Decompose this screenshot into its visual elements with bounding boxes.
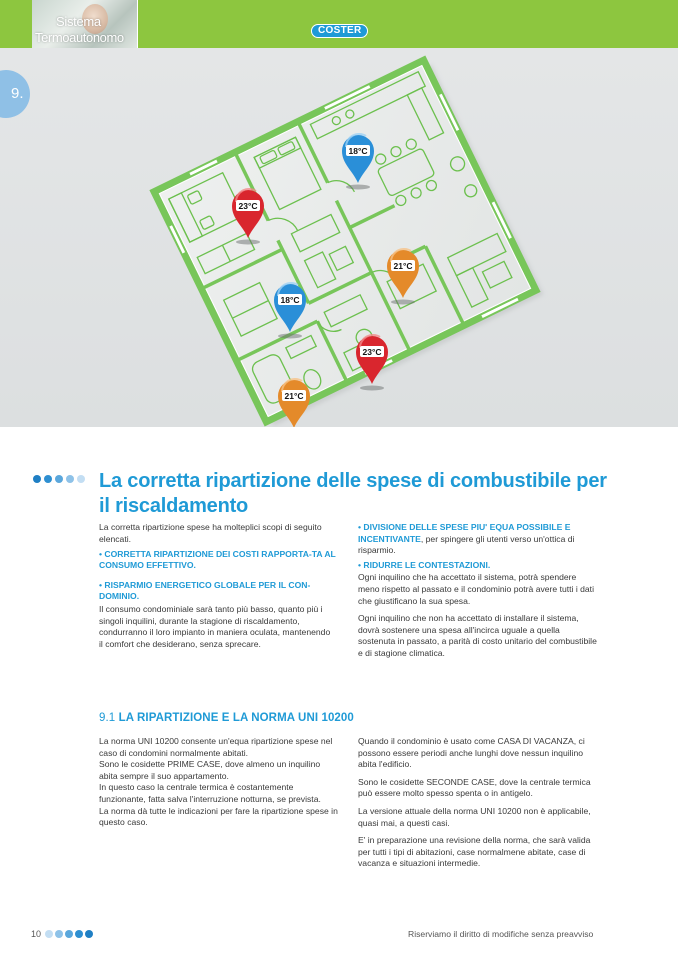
floorplan-rooms — [154, 58, 543, 427]
section-number: 9.1 — [99, 712, 116, 724]
header-thumbnail — [32, 0, 138, 48]
section-right-column — [358, 736, 598, 873]
page-number: 10 — [31, 929, 42, 939]
temperature-marker-label: 23°C — [238, 201, 258, 211]
vacanza-paragraph-4: E' in preparazione una revisione della norma, che sarà valida per tutti i tipi di abitazioni, case normalmene abitate, case di vacanza e situazioni intermedie. — [358, 835, 591, 869]
temperature-marker-label: 21°C — [393, 261, 413, 271]
contestazioni-paragraph-1: Ogni inquilino che ha accettato il sistema, potrà spendere meno rispetto al passato e il condominio potrà avere tutti i dati che giustificano la sua spesa. — [358, 572, 594, 606]
bullet-corretta-ripartizione: • CORRETTA RIPARTIZIONE DEI COSTI RAPPORTA-TA AL CONSUMO EFFETTIVO. — [99, 548, 336, 571]
bullet-ridurre-contestazioni: • RIDURRE LE CONTESTAZIONI. — [358, 559, 491, 570]
risparmio-paragraph: Il consumo condominiale sarà tanto più basso, quanto più i singoli inquilini, durante la stagione di riscaldamento, condurranno il loro impianto in maniera oculata, mantenendo il comfort che desiderano, senza sprecare. — [99, 604, 331, 649]
main-left-column — [99, 522, 336, 654]
main-right-column — [358, 522, 598, 663]
floorplan-illustration — [0, 48, 678, 427]
floorplan-svg — [0, 48, 678, 427]
uni-paragraph-3: In questo caso la centrale termica è costantemente funzionante, fatta salva l'interruzione notturna, se prevista. — [99, 782, 321, 804]
contestazioni-paragraph-2: Ogni inquilino che non ha accettato di installare il sistema, dovrà sostenere una spesa all'incirca uguale a quella sostenuta in passato, a parità di costo unitario del combustibile e di stagione climatica. — [358, 613, 597, 658]
section-tab-label: 9. — [11, 85, 24, 102]
vacanza-paragraph-3: La versione attuale della norma UNI 10200 non è applicabile, quasi mai, a questi casi. — [358, 805, 591, 828]
page-title: La corretta ripartizione delle spese di combustibile per il riscaldamento — [99, 470, 607, 517]
uni-paragraph-1: La norma UNI 10200 consente un'equa ripartizione spese nel caso di condomini normalmente abitati. — [99, 736, 333, 758]
intro-text: La corretta ripartizione spese ha molteplici scopi di seguito elencati. — [99, 522, 322, 544]
uni-paragraph-4: La norma dà tutte le indicazioni per fare la ripartizione spese in questo caso. — [99, 805, 338, 828]
uni-paragraph-2: Sono le cosidette PRIME CASE, dove almeno un inquilino abita sempre il suo appartamento. — [99, 759, 321, 781]
footer-dots-decoration — [45, 930, 93, 938]
section-heading — [99, 712, 354, 724]
bullet-divisione-spese-highlight: • DIVISIONE DELLE SPESE PIU' EQUA POSSIBILE E INCENTIVANTE — [358, 522, 571, 544]
title-dots-decoration — [33, 475, 85, 483]
temperature-marker-label: 23°C — [362, 347, 382, 357]
section-title: LA RIPARTIZIONE E LA NORMA UNI 10200 — [118, 712, 354, 724]
bullet-risparmio-energetico: • RISPARMIO ENERGETICO GLOBALE PER IL CON-DOMINIO. — [99, 579, 311, 602]
footer-disclaimer: Riserviamo il diritto di modifiche senza preavviso — [408, 929, 594, 939]
temperature-marker-label: 21°C — [284, 391, 304, 401]
temperature-marker-label: 18°C — [348, 146, 368, 156]
bullet-divisione-spese-text: , per spingere gli utenti verso un'ottica di risparmio. — [358, 533, 575, 556]
brand-logo: COSTER — [311, 24, 368, 38]
thumbnail-title-line1: Sistema — [56, 14, 101, 29]
thumbnail-title-line2: Termoautonomo — [35, 30, 124, 45]
vacanza-paragraph-1: Quando il condominio è usato come CASA DI VACANZA, ci possono essere periodi anche lunghi dove nessun inquilino abita l'edificio. — [358, 736, 585, 770]
vacanza-paragraph-2: Sono le cosidette SECONDE CASE, dove la centrale termica può essere molto spesso spenta o in antigelo. — [358, 776, 591, 799]
bullet-divisione-spese — [358, 522, 598, 557]
section-left-column — [99, 736, 339, 832]
temperature-marker-label: 18°C — [280, 295, 300, 305]
